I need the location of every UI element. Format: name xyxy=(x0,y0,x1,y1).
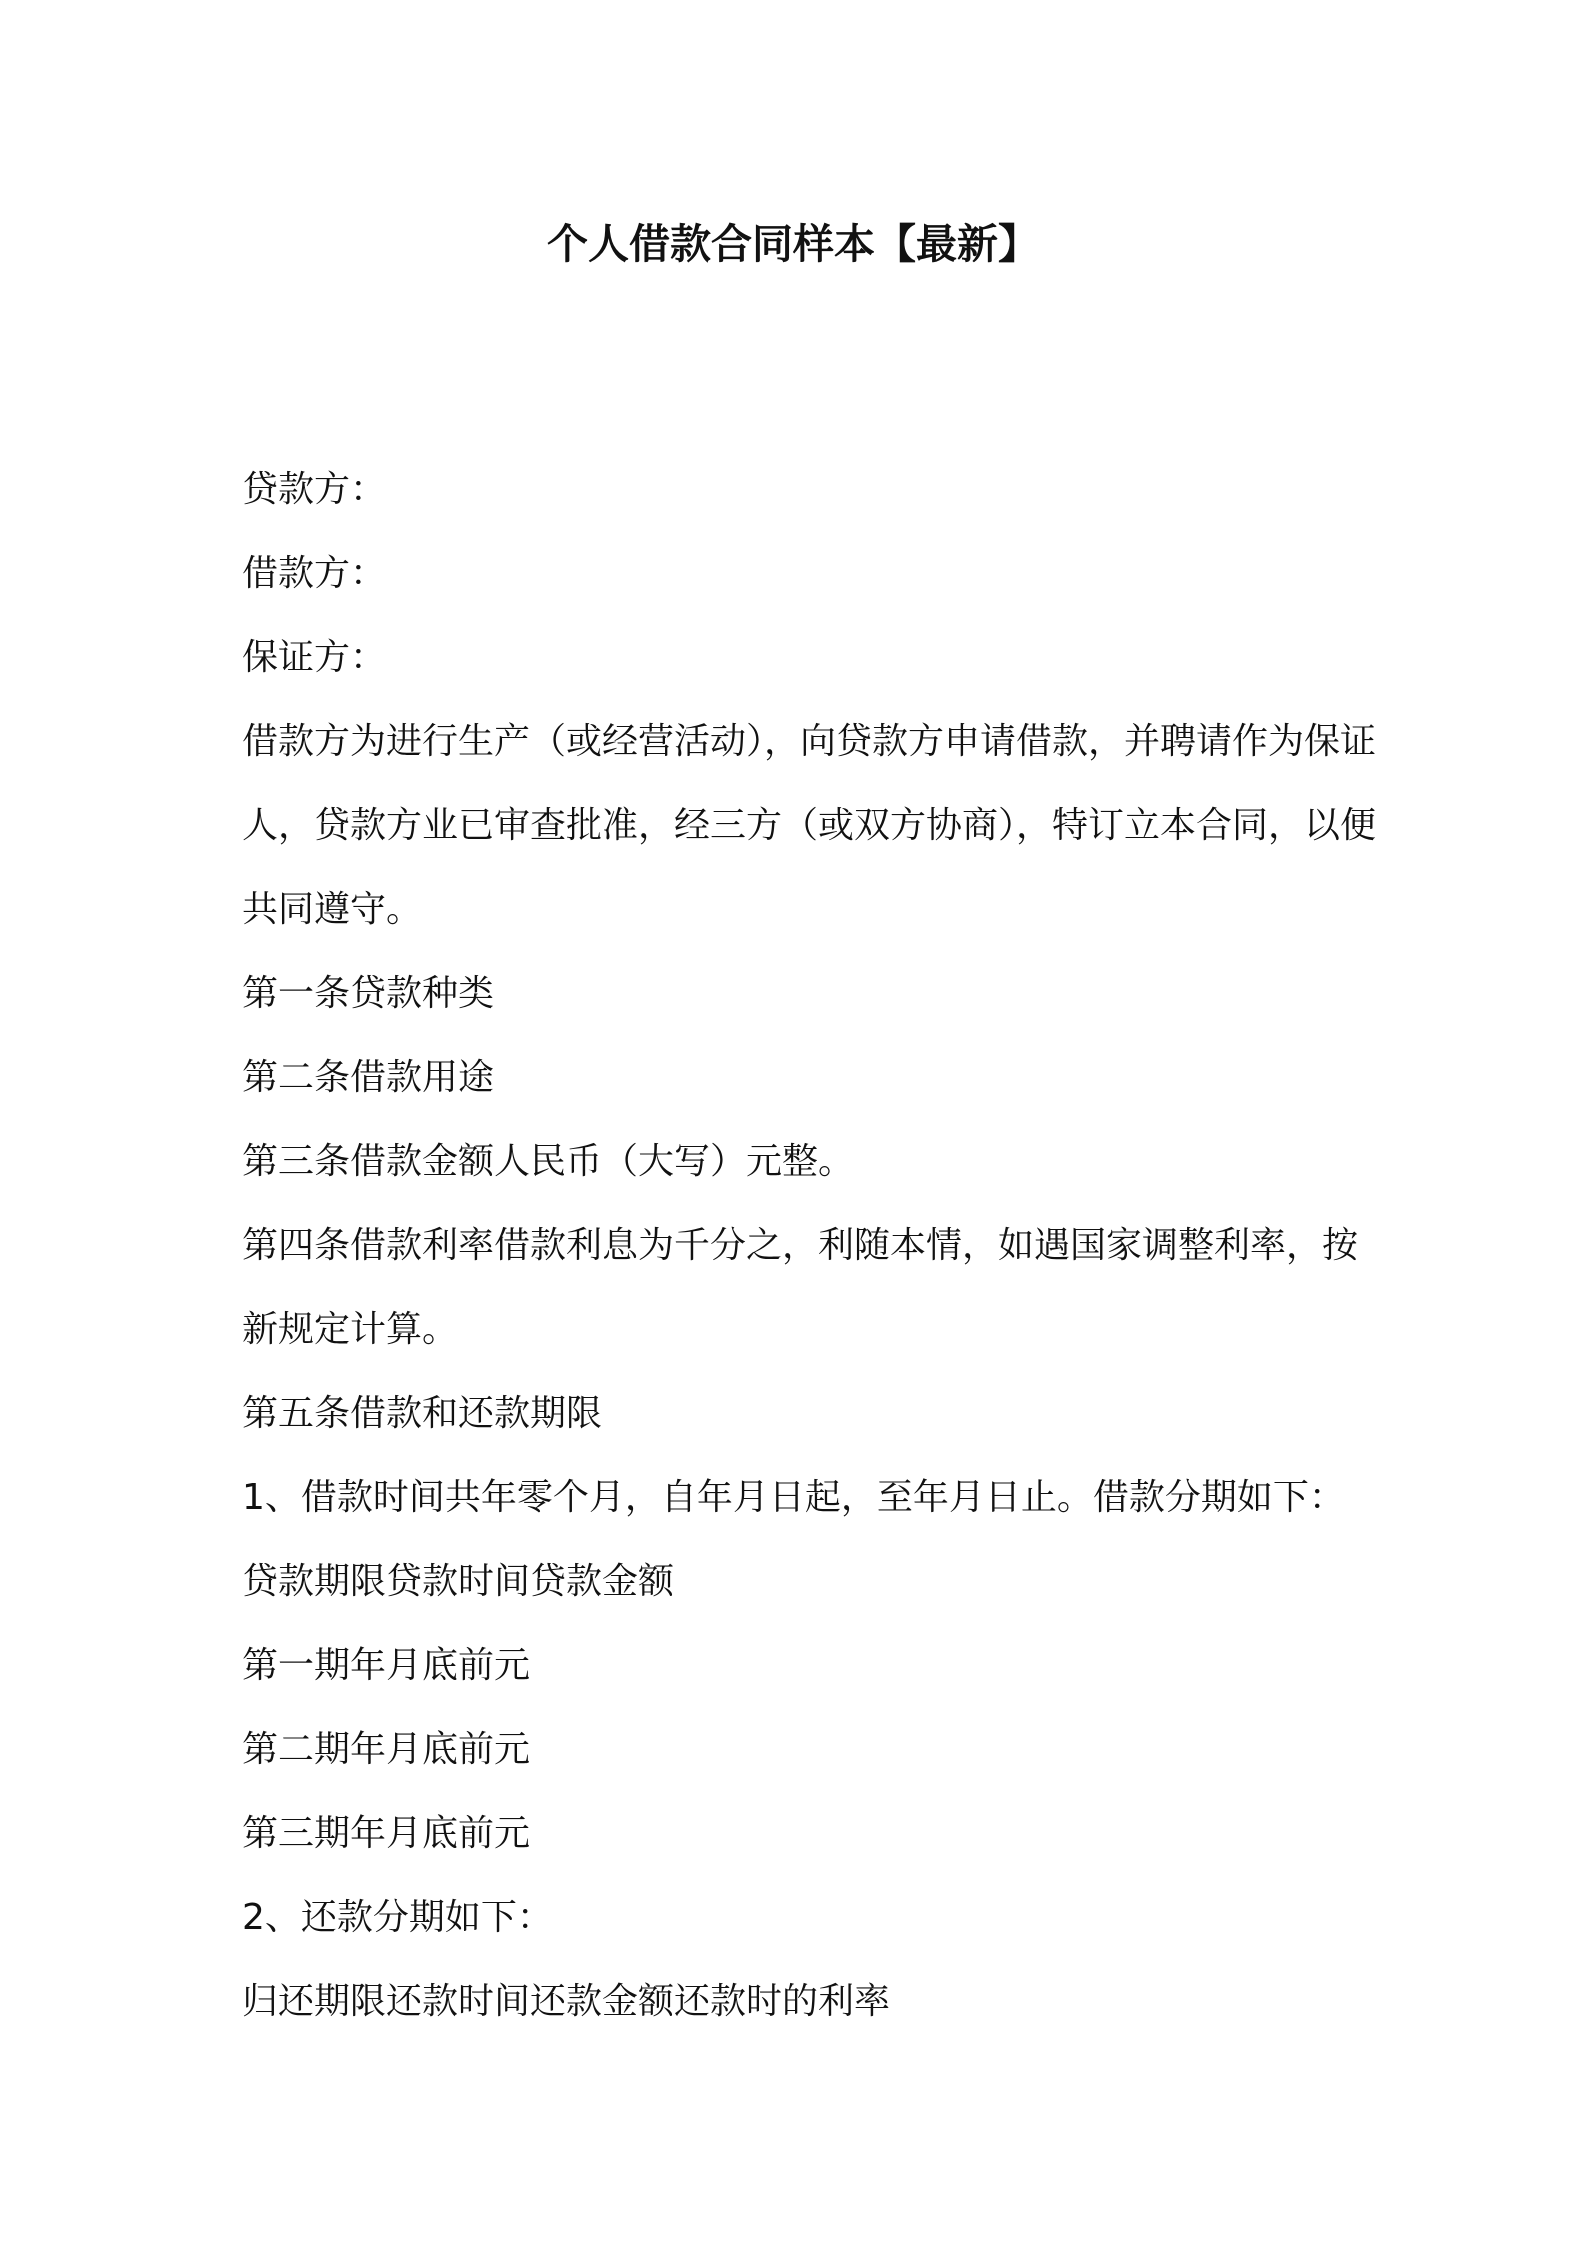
paragraph-article-4: 第四条借款利率借款利息为千分之，利随本情，如遇国家调整利率，按新规定计算。 xyxy=(242,1225,1359,1350)
document-body xyxy=(242,448,1382,2044)
document-title: 个人借款合同样本【最新】 xyxy=(547,220,1039,268)
paragraph-preamble: 借款方为进行生产（或经营活动），向贷款方申请借款，并聘请作为保证人，贷款方业已审查批准，经三方（或双方协商），特订立本合同，以便共同遵守。 xyxy=(242,721,1377,930)
paragraph-lender: 贷款方： xyxy=(242,469,387,510)
paragraph-loan-schedule-header: 贷款期限贷款时间贷款金额 xyxy=(242,1561,675,1602)
paragraph-guarantor: 保证方： xyxy=(242,637,387,678)
paragraph-article-5: 第五条借款和还款期限 xyxy=(242,1393,603,1434)
paragraph-installment-2: 第二期年月底前元 xyxy=(242,1729,531,1770)
paragraph-article-3: 第三条借款金额人民币（大写）元整。 xyxy=(242,1141,855,1182)
paragraph-installment-3: 第三期年月底前元 xyxy=(242,1813,531,1854)
paragraph-article-2: 第二条借款用途 xyxy=(242,1057,495,1098)
paragraph-loan-period: 1、借款时间共年零个月，自年月日起，至年月日止。借款分期如下： xyxy=(242,1477,1345,1518)
paragraph-article-1: 第一条贷款种类 xyxy=(242,973,495,1014)
paragraph-repayment-intro: 2、还款分期如下： xyxy=(242,1897,553,1938)
paragraph-borrower: 借款方： xyxy=(242,553,387,594)
paragraph-repayment-header: 归还期限还款时间还款金额还款时的利率 xyxy=(242,1981,891,2022)
paragraph-installment-1: 第一期年月底前元 xyxy=(242,1645,531,1686)
